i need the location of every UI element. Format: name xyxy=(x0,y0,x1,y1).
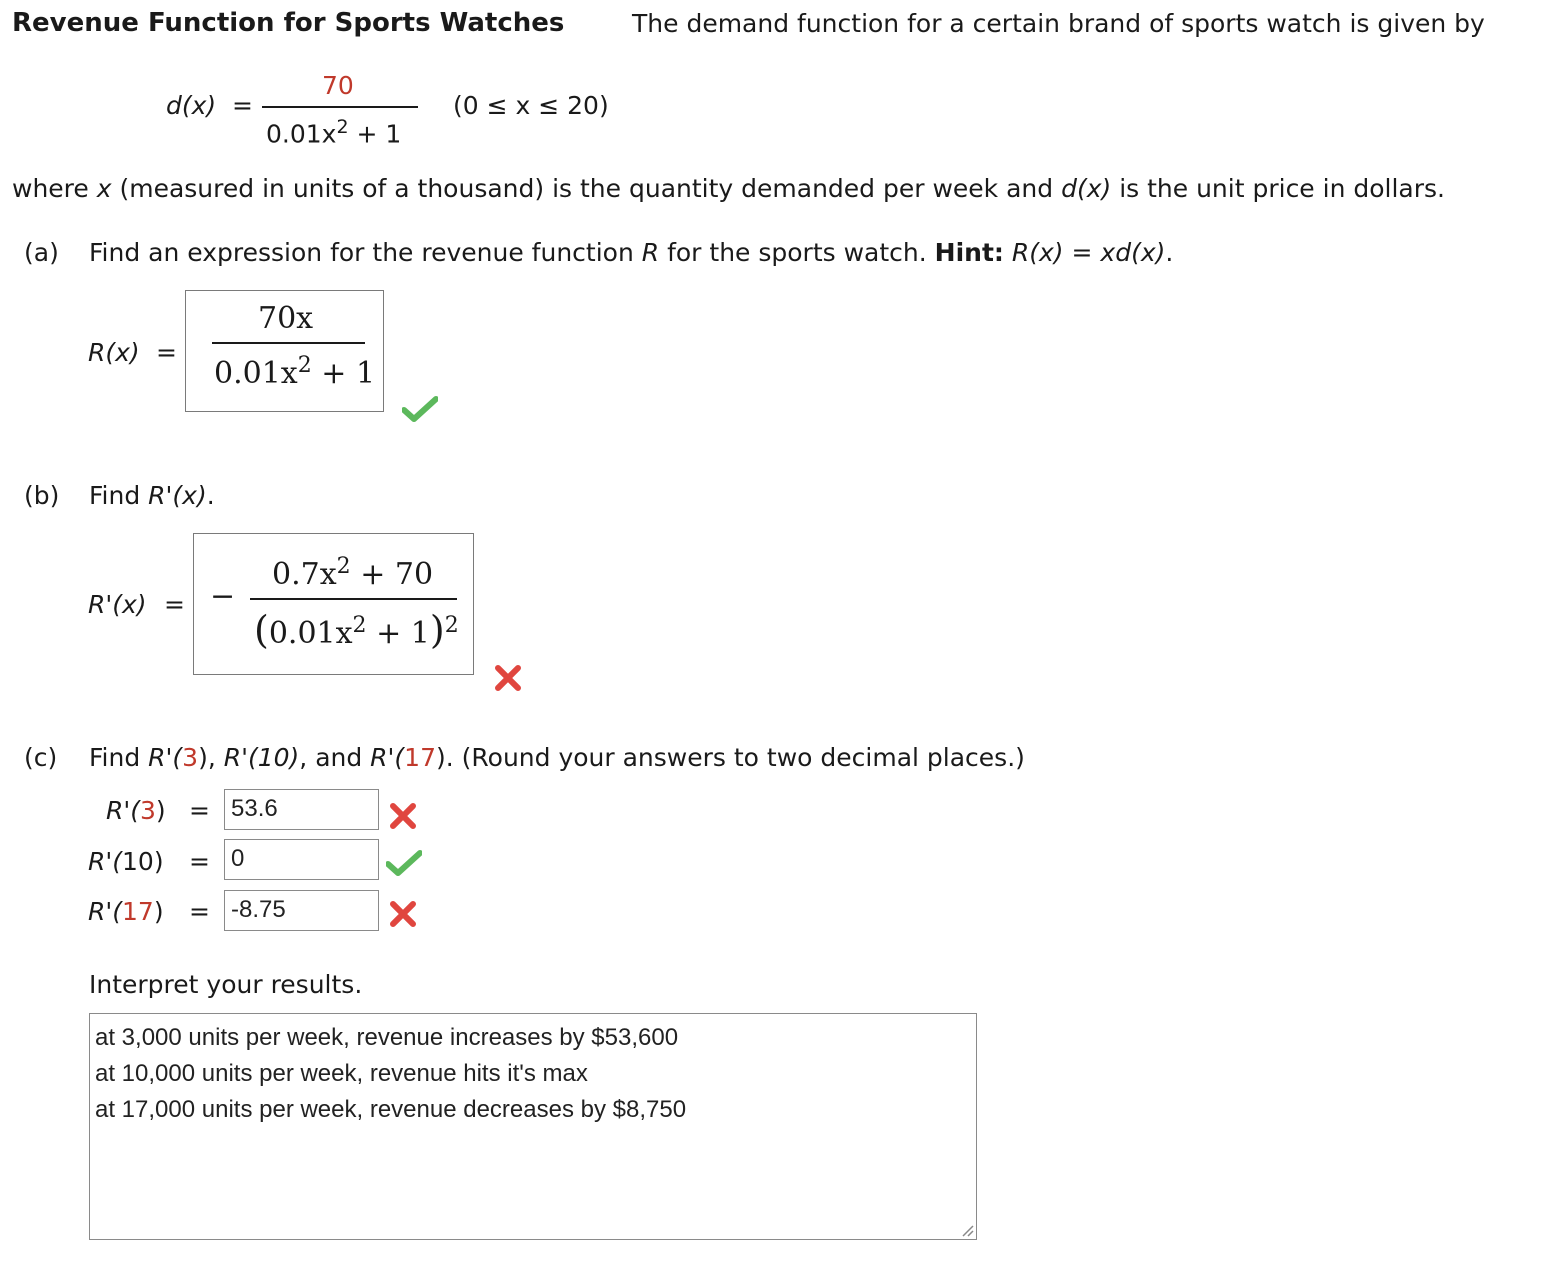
part-b-fraction-bar xyxy=(250,598,457,600)
problem-title: Revenue Function for Sports Watches xyxy=(12,8,565,38)
r17-eq: = xyxy=(189,897,210,926)
r10-input[interactable]: 0 xyxy=(224,839,379,880)
interpret-line: at 17,000 units per week, revenue decreases by $8,750 xyxy=(95,1096,687,1123)
resize-handle-icon[interactable] xyxy=(960,1223,974,1237)
part-b-minus: − xyxy=(210,579,236,614)
check-icon xyxy=(402,396,438,422)
part-a-question: Find an expression for the revenue function R for the sports watch. Hint: R(x) = xd(x). xyxy=(89,238,1174,267)
demand-eq: = xyxy=(232,91,253,120)
part-b-denominator: $(0.01x^2 + 1)^2$ xyxy=(254,608,459,652)
part-a-answer-box[interactable] xyxy=(185,290,384,412)
part-b-lhs: R'(x) xyxy=(88,590,147,619)
r10-eq: = xyxy=(189,847,210,876)
problem-intro: The demand function for a certain brand of sports watch is given by xyxy=(632,9,1485,38)
demand-denominator: $0.01x^2 + 1$ xyxy=(266,116,402,149)
part-a-fraction-bar xyxy=(212,342,365,344)
r3-input[interactable]: 53.6 xyxy=(224,789,379,830)
part-b-numerator: $0.7x^2 + 70$ xyxy=(272,554,434,592)
part-b-eq: = xyxy=(164,590,185,619)
part-b-question: Find R'(x). xyxy=(89,481,215,510)
cross-icon xyxy=(389,900,417,928)
where-sentence: where x (measured in units of a thousand) is the quantity demanded per week and d(x) is the unit price in dollars. xyxy=(12,174,1446,203)
interpret-line: at 10,000 units per week, revenue hits it's max xyxy=(95,1060,588,1087)
part-a-eq: = xyxy=(156,338,177,367)
part-b-label: (b) xyxy=(24,481,60,510)
part-b-answer-box[interactable] xyxy=(193,533,474,675)
check-icon xyxy=(386,850,422,876)
r3-eq: = xyxy=(189,796,210,825)
part-a-numerator: 70x xyxy=(258,301,314,336)
cross-icon xyxy=(494,664,522,692)
part-c-question: Find R'(3), R'(10), and R'(17). (Round your answers to two decimal places.) xyxy=(89,743,1025,772)
demand-lhs: d(x) xyxy=(166,91,217,120)
r10-label: R'(10) xyxy=(88,847,164,876)
demand-domain: (0 ≤ x ≤ 20) xyxy=(453,91,609,120)
part-a-label: (a) xyxy=(24,238,59,267)
part-c-label: (c) xyxy=(24,743,58,772)
part-a-denominator: $0.01x^2 + 1$ xyxy=(214,353,376,391)
r17-input[interactable]: -8.75 xyxy=(224,890,379,931)
interpret-line: at 3,000 units per week, revenue increases by $53,600 xyxy=(95,1024,679,1051)
r17-label: R'(17) xyxy=(88,897,164,926)
demand-numerator: 70 xyxy=(322,71,354,100)
r3-label: R'(3) xyxy=(106,796,166,825)
part-a-lhs: R(x) xyxy=(88,338,140,367)
cross-icon xyxy=(389,802,417,830)
demand-fraction-bar xyxy=(262,106,418,108)
interpret-textarea[interactable] xyxy=(89,1013,977,1240)
interpret-label: Interpret your results. xyxy=(89,970,363,999)
